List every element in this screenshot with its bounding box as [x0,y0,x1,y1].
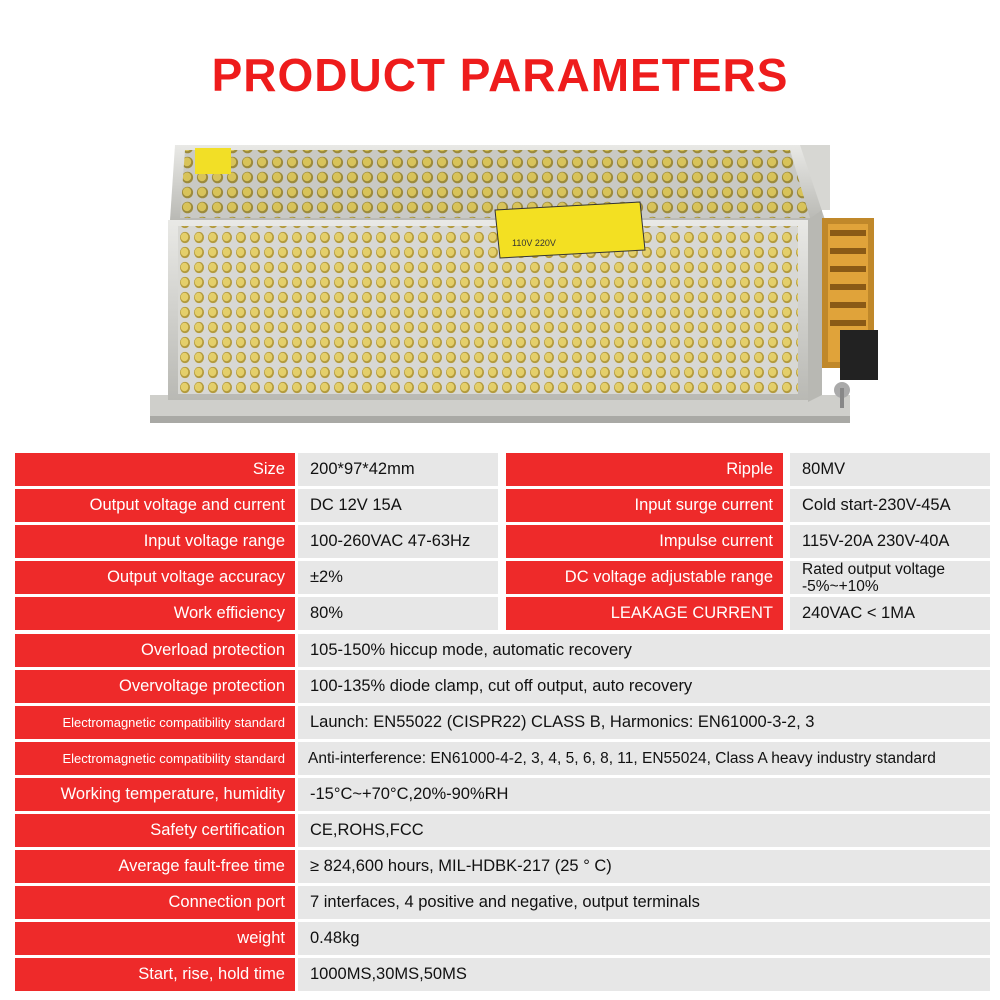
param-label: LEAKAGE CURRENT [506,597,783,630]
param-value: 0.48kg [298,922,990,955]
param-label: Work efficiency [15,597,295,630]
param-value: ±2% [298,561,498,594]
table-row [15,634,990,667]
param-value: 100-135% diode clamp, cut off output, auto recovery [298,670,990,703]
param-value: 115V-20A 230V-40A [790,525,990,558]
table-row [15,886,990,919]
table-row [15,778,990,811]
table-row [15,489,990,522]
table-row [15,742,990,775]
param-value: 7 interfaces, 4 positive and negative, output terminals [298,886,990,919]
param-label: Safety certification [15,814,295,847]
param-value: ≥ 824,600 hours, MIL-HDBK-217 (25 ° C) [298,850,990,883]
param-value: Rated output voltage -5%~+10% [790,561,990,594]
param-label: DC voltage adjustable range [506,561,783,594]
param-value: Cold start-230V-45A [790,489,990,522]
param-label: Input surge current [506,489,783,522]
table-row [15,958,990,991]
power-supply-image [150,140,880,425]
param-label: Overvoltage protection [15,670,295,703]
param-value: 200*97*42mm [298,453,498,486]
table-row [15,597,990,630]
param-value: -15°C~+70°C,20%-90%RH [298,778,990,811]
table-row [15,670,990,703]
param-value: 105-150% hiccup mode, automatic recovery [298,634,990,667]
param-label: Input voltage range [15,525,295,558]
param-value: DC 12V 15A [298,489,498,522]
param-value: 100-260VAC 47-63Hz [298,525,498,558]
param-label: Connection port [15,886,295,919]
table-row [15,525,990,558]
param-value: 240VAC < 1MA [790,597,990,630]
param-label: Electromagnetic compatibility standard [15,742,295,775]
param-label: Size [15,453,295,486]
param-label: Ripple [506,453,783,486]
param-label: weight [15,922,295,955]
param-label: Electromagnetic compatibility standard [15,706,295,739]
param-label: Output voltage accuracy [15,561,295,594]
table-row [15,814,990,847]
param-label: Impulse current [506,525,783,558]
param-label: Overload protection [15,634,295,667]
table-row [15,922,990,955]
param-label: Average fault-free time [15,850,295,883]
param-value: 80MV [790,453,990,486]
param-value: CE,ROHS,FCC [298,814,990,847]
table-row [15,850,990,883]
voltage-label-text: 110V 220V [512,238,556,248]
table-row [15,561,990,594]
param-label: Output voltage and current [15,489,295,522]
param-value: Launch: EN55022 (CISPR22) CLASS B, Harmonics: EN61000-3-2, 3 [298,706,990,739]
param-label: Start, rise, hold time [15,958,295,991]
table-row [15,453,990,486]
page-title: PRODUCT PARAMETERS [211,49,789,101]
param-value: 1000MS,30MS,50MS [298,958,990,991]
param-value: 80% [298,597,498,630]
table-row [15,706,990,739]
param-value: Anti-interference: EN61000-4-2, 3, 4, 5, 6, 8, 11, EN55024, Class A heavy industry standard [298,742,990,775]
param-label: Working temperature, humidity [15,778,295,811]
